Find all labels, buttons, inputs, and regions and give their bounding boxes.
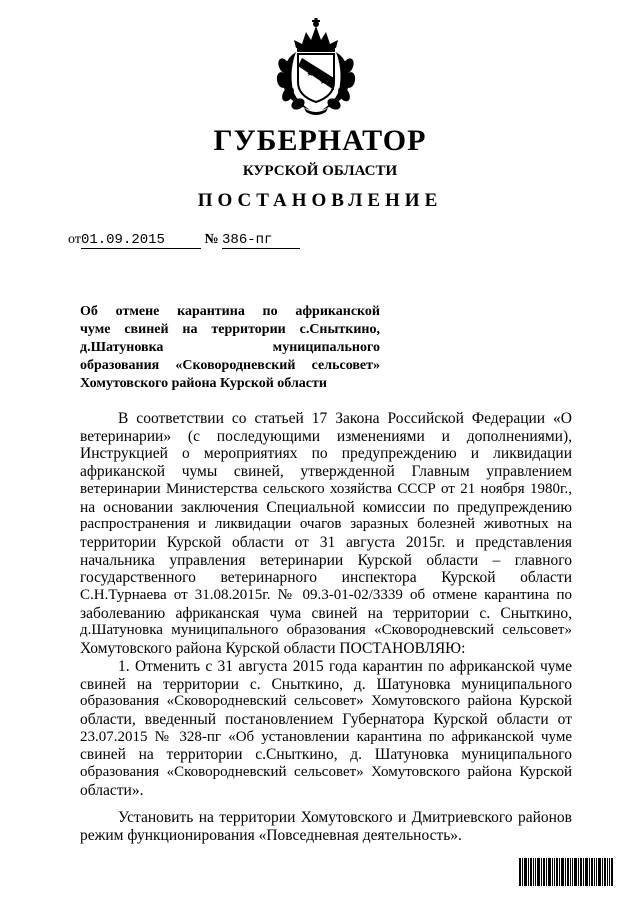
body-line: распространения и ликвидации очагов заразных болезней животных на — [80, 516, 572, 533]
document-body — [80, 410, 572, 845]
body-line: ветеринарии Министерства сельского хозяйства СССР от 21 ноября 1980г., — [80, 480, 572, 497]
subject-line: д.Шатуновка муниципального — [80, 340, 380, 355]
body-line: Инструкцией о мероприятиях по предупреждению и ликвидации — [80, 445, 572, 463]
body-line: образования «Сковородневский сельсовет» Хомутовского района Курской — [80, 693, 572, 710]
document-number: 386-пг — [222, 232, 300, 249]
body-line: заболеванию африканская чума свиней на территории с. Сныткино, — [80, 604, 572, 622]
subject-line: Хомутовского района Курской области — [80, 376, 327, 391]
body-line: ветеринарии» (с последующими изменениями и дополнениями), — [80, 427, 572, 445]
body-line: начальника управления ветеринарии Курской области – главного — [80, 551, 572, 569]
body-line: 1. Отменить с 31 августа 2015 года карантин по африканской чуме — [118, 657, 572, 675]
body-line: на основании заключения Специальной комиссии по предупреждению — [80, 498, 572, 516]
body-line: С.Н.Турнаева от 31.08.2015г. № 09.3-01-02/3339 об отмене карантина по — [80, 587, 572, 604]
body-line: режим функционирования «Повседневная деятельность». — [80, 827, 462, 845]
subject-line: образования «Сковородневский сельсовет» — [80, 358, 380, 373]
number-label: № — [204, 232, 219, 247]
body-line: государственного ветеринарного инспектора Курской области — [80, 569, 572, 587]
body-line: африканской чумы свиней, утвержденной Главным управлением — [80, 463, 572, 481]
document-type-heading: ПОСТАНОВЛЕНИЕ — [197, 190, 443, 211]
body-line: области, введенный постановлением Губернатора Курской области от — [80, 710, 572, 728]
document-subject — [80, 303, 380, 393]
body-line: свиней на территории с.Сныткино, д. Шатуновка муниципального — [80, 746, 572, 764]
subject-line: чуме свиней на территории с.Сныткино, — [80, 322, 380, 337]
body-line: Хомутовского района Курской области ПОСТАНОВЛЯЮ: — [80, 640, 466, 658]
body-line: территории Курской области от 31 августа 2015г. и представления — [80, 533, 572, 551]
document-date: 01.09.2015 — [81, 232, 201, 249]
subject-line: Об отмене карантина по африканской — [80, 304, 380, 319]
barcode-icon — [519, 858, 613, 886]
from-label: от — [68, 232, 81, 247]
body-line: свиней на территории с. Сныткино, д. Шатуновка муниципального — [80, 675, 572, 693]
body-line: 23.07.2015 № 328-пг «Об установлении карантина по африканской чуме — [80, 728, 572, 745]
date-number-line — [68, 232, 300, 249]
body-line: образования «Сковородневский сельсовет» Хомутовского района Курской — [80, 764, 572, 781]
region-subtitle: КУРСКОЙ ОБЛАСТИ — [242, 163, 398, 179]
body-line: области». — [80, 781, 144, 799]
page-title: ГУБЕРНАТОР — [213, 124, 427, 157]
coat-of-arms-icon — [266, 18, 366, 116]
body-line: В соответствии со статьей 17 Закона Российской Федерации «О — [118, 410, 572, 427]
body-line: д.Шатуновка муниципального образования «Сковородневский сельсовет» — [80, 622, 572, 639]
body-line: Установить на территории Хомутовского и Дмитриевского районов — [118, 809, 572, 827]
